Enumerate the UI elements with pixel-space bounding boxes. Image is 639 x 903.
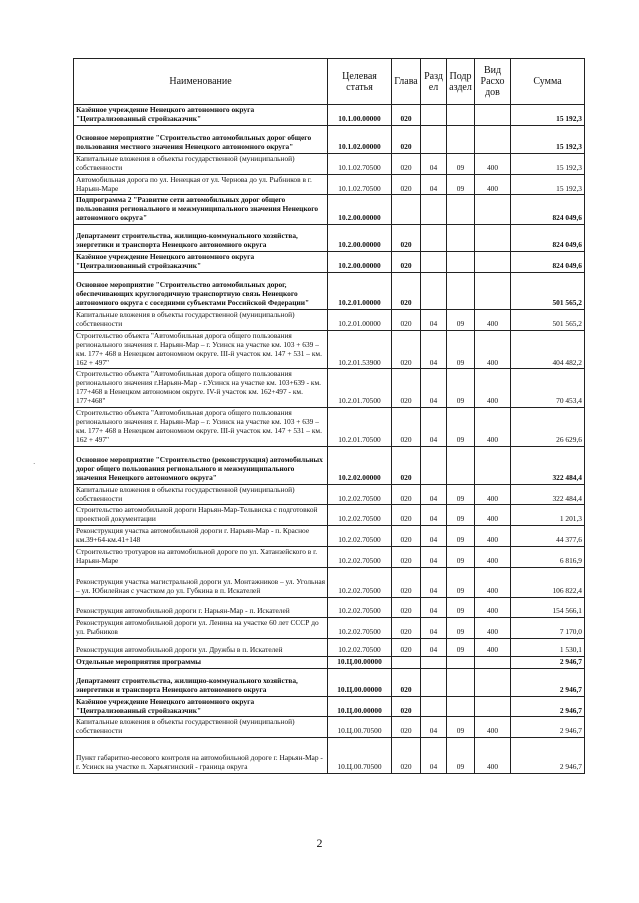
row-name-cell: Реконструкция участка магистральной дороги ул. Монтажников – ул. Угольная – ул. Юбилейная с участком до ул. Губкина в п. Искателей (74, 567, 328, 597)
row-type-cell: 400 (475, 526, 511, 547)
row-name-cell: Капитальные вложения в объекты государственной (муниципальной) собственности (74, 717, 328, 738)
row-chapter-cell: 020 (392, 309, 421, 330)
row-amount-cell: 501 565,2 (511, 309, 585, 330)
row-chapter-cell: 020 (392, 717, 421, 738)
row-chapter-cell: 020 (392, 505, 421, 526)
row-amount-cell: 106 822,4 (511, 567, 585, 597)
row-subsection-cell (447, 696, 475, 717)
row-chapter-cell: 020 (392, 174, 421, 195)
row-amount-cell: 824 049,6 (511, 225, 585, 252)
table-row (74, 225, 585, 252)
row-subsection-cell: 09 (447, 738, 475, 774)
row-name-cell: Казённое учреждение Ненецкого автономного округа "Централизованный стройзаказчик" (74, 105, 328, 126)
row-subsection-cell (447, 668, 475, 696)
row-subsection-cell: 09 (447, 638, 475, 656)
table-row (74, 505, 585, 526)
row-amount-cell: 7 170,0 (511, 617, 585, 638)
row-target-cell: 10.2.01.70500 (328, 408, 392, 447)
table-row (74, 717, 585, 738)
row-type-cell: 400 (475, 174, 511, 195)
table-row (74, 446, 585, 484)
row-target-cell: 10.Ц.00.70500 (328, 738, 392, 774)
row-section-cell: 04 (421, 505, 447, 526)
row-section-cell: 04 (421, 567, 447, 597)
row-section-cell: 04 (421, 547, 447, 568)
row-subsection-cell: 09 (447, 484, 475, 505)
row-subsection-cell: 09 (447, 153, 475, 174)
header-amount: Сумма (511, 59, 585, 105)
row-target-cell: 10.2.02.70500 (328, 484, 392, 505)
row-amount-cell: 70 453,4 (511, 369, 585, 408)
row-name-cell: Капитальные вложения в объекты государственной (муниципальной) собственности (74, 153, 328, 174)
row-target-cell: 10.2.00.00000 (328, 252, 392, 273)
row-type-cell: 400 (475, 638, 511, 656)
row-chapter-cell: 020 (392, 617, 421, 638)
row-name-cell: Строительство объекта "Автомобильная дорога общего пользования регионального значения г. Нарьян-Мар – г. Усинск на участке км. 103 + 639 – км. 177+ 468 в Ненецком автономном округе. III-й участок км. 147 + 531 – км. 162 + 497" (74, 330, 328, 369)
row-name-cell: Реконструкция участка автомобильной дороги г. Нарьян-Мар - п. Красное км.39+64-км.41+148 (74, 526, 328, 547)
row-type-cell (475, 696, 511, 717)
header-section: Разд ел (421, 59, 447, 105)
row-target-cell: 10.2.00.00000 (328, 195, 392, 225)
row-name-cell: Пункт габаритно-весового контроля на автомобильной дороге г. Нарьян-Мар - г. Усинск на участке п. Харьягинский - граница округа (74, 738, 328, 774)
row-section-cell: 04 (421, 717, 447, 738)
table-row (74, 125, 585, 153)
row-target-cell: 10.1.02.70500 (328, 153, 392, 174)
row-amount-cell: 824 049,6 (511, 195, 585, 225)
row-name-cell: Казённое учреждение Ненецкого автономного округа "Централизованный стройзаказчик" (74, 252, 328, 273)
row-subsection-cell (447, 125, 475, 153)
row-chapter-cell: 020 (392, 547, 421, 568)
row-name-cell: Основное мероприятие "Строительство автомобильных дорог общего пользования местного значения Ненецкого автономного округа" (74, 125, 328, 153)
row-chapter-cell: 020 (392, 408, 421, 447)
row-type-cell (475, 125, 511, 153)
row-amount-cell: 2 946,7 (511, 668, 585, 696)
row-type-cell (475, 105, 511, 126)
row-type-cell: 400 (475, 567, 511, 597)
row-chapter-cell: 020 (392, 567, 421, 597)
row-subsection-cell (447, 105, 475, 126)
row-amount-cell: 44 377,6 (511, 526, 585, 547)
row-subsection-cell: 09 (447, 330, 475, 369)
row-section-cell (421, 272, 447, 309)
row-chapter-cell: 020 (392, 738, 421, 774)
table-row (74, 272, 585, 309)
row-amount-cell: 6 816,9 (511, 547, 585, 568)
row-target-cell: 10.2.01.00000 (328, 309, 392, 330)
table-row (74, 369, 585, 408)
row-name-cell: Отдельные мероприятия программы (74, 656, 328, 668)
header-expense-type: Вид Расхо дов (475, 59, 511, 105)
row-type-cell (475, 225, 511, 252)
table-header-row (74, 59, 585, 105)
row-section-cell: 04 (421, 738, 447, 774)
row-chapter-cell: 020 (392, 696, 421, 717)
row-name-cell: Капитальные вложения в объекты государственной (муниципальной) собственности (74, 484, 328, 505)
row-subsection-cell: 09 (447, 408, 475, 447)
row-amount-cell: 2 946,7 (511, 738, 585, 774)
row-type-cell: 400 (475, 309, 511, 330)
row-subsection-cell: 09 (447, 174, 475, 195)
row-target-cell: 10.1.02.00000 (328, 125, 392, 153)
row-type-cell: 400 (475, 617, 511, 638)
row-type-cell: 400 (475, 547, 511, 568)
row-name-cell: Строительство тротуаров на автомобильной дороге по ул. Хатанзейского в г. Нарьян-Маре (74, 547, 328, 568)
row-chapter-cell (392, 195, 421, 225)
row-section-cell: 04 (421, 309, 447, 330)
table-row (74, 252, 585, 273)
row-target-cell: 10.2.02.70500 (328, 597, 392, 617)
row-chapter-cell: 020 (392, 252, 421, 273)
row-name-cell: Автомобильная дорога по ул. Ненецкая от ул. Чернова до ул. Рыбников в г. Нарьян-Маре (74, 174, 328, 195)
row-name-cell: Строительство объекта "Автомобильная дорога общего пользования регионального значения г. Нарьян-Мар – г. Усинск на участке км. 103 + 639 – км. 177+ 468 в Ненецком автономном округе. III-й участок км. 147 + 531 – км. 162 + 497" (74, 408, 328, 447)
table-row (74, 105, 585, 126)
row-type-cell: 400 (475, 408, 511, 447)
row-target-cell: 10.2.01.53900 (328, 330, 392, 369)
row-amount-cell: 154 566,1 (511, 597, 585, 617)
row-chapter-cell: 020 (392, 153, 421, 174)
row-chapter-cell: 020 (392, 272, 421, 309)
row-subsection-cell (447, 195, 475, 225)
row-section-cell: 04 (421, 638, 447, 656)
table-row (74, 668, 585, 696)
row-type-cell: 400 (475, 153, 511, 174)
row-section-cell (421, 225, 447, 252)
row-chapter-cell: 020 (392, 484, 421, 505)
row-section-cell: 04 (421, 408, 447, 447)
row-name-cell: Строительство объекта "Автомобильная дорога общего пользования регионального значения г.Нарьян-Мар - г.Усинск на участке км. 103+639 - км. 177+468 в Ненецком автономном округе. IV-й участок км. 162+497 - км. 177+468" (74, 369, 328, 408)
row-section-cell: 04 (421, 484, 447, 505)
table-row (74, 738, 585, 774)
row-chapter-cell: 020 (392, 369, 421, 408)
header-chapter: Глава (392, 59, 421, 105)
row-name-cell: Департамент строительства, жилищно-коммунального хозяйства, энергетики и транспорта Ненецкого автономного округа (74, 668, 328, 696)
row-amount-cell: 501 565,2 (511, 272, 585, 309)
table-row (74, 696, 585, 717)
row-section-cell (421, 105, 447, 126)
row-subsection-cell: 09 (447, 526, 475, 547)
row-chapter-cell: 020 (392, 668, 421, 696)
row-chapter-cell: 020 (392, 225, 421, 252)
row-target-cell: 10.2.02.70500 (328, 547, 392, 568)
row-subsection-cell: 09 (447, 567, 475, 597)
row-chapter-cell: 020 (392, 330, 421, 369)
budget-table (73, 58, 585, 774)
header-target: Целевая статья (328, 59, 392, 105)
row-section-cell: 04 (421, 369, 447, 408)
row-section-cell (421, 668, 447, 696)
row-amount-cell: 26 629,6 (511, 408, 585, 447)
row-section-cell: 04 (421, 330, 447, 369)
row-target-cell: 10.Ц.00.00000 (328, 668, 392, 696)
table-row (74, 567, 585, 597)
row-chapter-cell: 020 (392, 526, 421, 547)
row-section-cell (421, 696, 447, 717)
row-chapter-cell: 020 (392, 125, 421, 153)
row-type-cell: 400 (475, 505, 511, 526)
page-number: 2 (316, 836, 323, 850)
row-target-cell: 10.Ц.00.00000 (328, 656, 392, 668)
row-section-cell (421, 195, 447, 225)
table-row (74, 656, 585, 668)
row-target-cell: 10.2.02.70500 (328, 526, 392, 547)
row-target-cell: 10.2.02.70500 (328, 505, 392, 526)
row-chapter-cell: 020 (392, 597, 421, 617)
row-subsection-cell (447, 446, 475, 484)
row-type-cell: 400 (475, 738, 511, 774)
row-name-cell: Реконструкция автомобильной дороги ул. Ленина на участке 60 лет СССР до ул. Рыбников (74, 617, 328, 638)
row-amount-cell: 2 946,7 (511, 696, 585, 717)
row-target-cell: 10.Ц.00.70500 (328, 717, 392, 738)
row-subsection-cell: 09 (447, 309, 475, 330)
table-row (74, 526, 585, 547)
row-subsection-cell: 09 (447, 597, 475, 617)
row-amount-cell: 15 192,3 (511, 153, 585, 174)
row-section-cell (421, 125, 447, 153)
row-subsection-cell: 09 (447, 369, 475, 408)
row-subsection-cell: 09 (447, 505, 475, 526)
row-type-cell (475, 668, 511, 696)
row-chapter-cell: 020 (392, 105, 421, 126)
table-row (74, 484, 585, 505)
row-amount-cell: 15 192,3 (511, 174, 585, 195)
row-section-cell: 04 (421, 526, 447, 547)
row-amount-cell: 1 530,1 (511, 638, 585, 656)
row-section-cell (421, 446, 447, 484)
row-amount-cell: 15 192,3 (511, 105, 585, 126)
table-row (74, 408, 585, 447)
row-target-cell: 10.1.00.00000 (328, 105, 392, 126)
row-type-cell (475, 195, 511, 225)
row-type-cell (475, 272, 511, 309)
row-subsection-cell (447, 272, 475, 309)
row-type-cell (475, 252, 511, 273)
row-target-cell: 10.Ц.00.00000 (328, 696, 392, 717)
row-target-cell: 10.2.01.70500 (328, 369, 392, 408)
row-name-cell: Департамент строительства, жилищно-коммунального хозяйства, энергетики и транспорта Ненецкого автономного округа (74, 225, 328, 252)
table-row (74, 153, 585, 174)
row-section-cell (421, 656, 447, 668)
row-target-cell: 10.2.02.70500 (328, 567, 392, 597)
row-amount-cell: 824 049,6 (511, 252, 585, 273)
table-row (74, 330, 585, 369)
row-target-cell: 10.2.00.00000 (328, 225, 392, 252)
row-name-cell: Строительство автомобильной дороги Нарьян-Мар-Тельвиска с подготовкой проектной документации (74, 505, 328, 526)
row-target-cell: 10.1.02.70500 (328, 174, 392, 195)
row-type-cell: 400 (475, 330, 511, 369)
row-name-cell: Реконструкция автомобильной дороги ул. Дружбы в п. Искателей (74, 638, 328, 656)
row-target-cell: 10.2.01.00000 (328, 272, 392, 309)
row-section-cell: 04 (421, 597, 447, 617)
row-subsection-cell (447, 225, 475, 252)
row-chapter-cell: 020 (392, 638, 421, 656)
table-row (74, 547, 585, 568)
row-amount-cell: 2 946,7 (511, 717, 585, 738)
row-subsection-cell: 09 (447, 547, 475, 568)
row-amount-cell: 15 192,3 (511, 125, 585, 153)
row-type-cell: 400 (475, 484, 511, 505)
row-type-cell: 400 (475, 597, 511, 617)
row-type-cell (475, 446, 511, 484)
table-row (74, 195, 585, 225)
row-amount-cell: 1 201,3 (511, 505, 585, 526)
row-subsection-cell: 09 (447, 717, 475, 738)
header-name: Наименование (74, 59, 328, 105)
row-name-cell: Казённое учреждение Ненецкого автономного округа "Централизованный стройзаказчик" (74, 696, 328, 717)
table-row (74, 174, 585, 195)
row-section-cell (421, 252, 447, 273)
row-amount-cell: 2 946,7 (511, 656, 585, 668)
row-subsection-cell (447, 656, 475, 668)
row-section-cell: 04 (421, 153, 447, 174)
row-section-cell: 04 (421, 174, 447, 195)
row-amount-cell: 322 484,4 (511, 484, 585, 505)
table-body (74, 105, 585, 774)
row-target-cell: 10.2.02.70500 (328, 617, 392, 638)
table-row (74, 638, 585, 656)
stray-mark: · (33, 460, 36, 468)
row-subsection-cell (447, 252, 475, 273)
table-row (74, 617, 585, 638)
row-target-cell: 10.2.02.70500 (328, 638, 392, 656)
row-subsection-cell: 09 (447, 617, 475, 638)
table-row (74, 597, 585, 617)
row-section-cell: 04 (421, 617, 447, 638)
row-type-cell: 400 (475, 717, 511, 738)
row-type-cell: 400 (475, 369, 511, 408)
row-chapter-cell (392, 656, 421, 668)
row-name-cell: Капитальные вложения в объекты государственной (муниципальной) собственности (74, 309, 328, 330)
table-row (74, 309, 585, 330)
header-subsection: Подр аздел (447, 59, 475, 105)
row-name-cell: Реконструкция автомобильной дороги г. Нарьян-Мар - п. Искателей (74, 597, 328, 617)
row-chapter-cell: 020 (392, 446, 421, 484)
row-name-cell: Основное мероприятие "Строительство автомобильных дорог, обеспечивающих круглогодичную транспортную связь Ненецкого автономного округа с соседними субъектами Российской Федерации" (74, 272, 328, 309)
row-type-cell (475, 656, 511, 668)
row-amount-cell: 322 484,4 (511, 446, 585, 484)
row-name-cell: Основное мероприятие "Строительство (реконструкция) автомобильных дорог общего пользования регионального и межмуниципального значения Ненецкого автономного округа" (74, 446, 328, 484)
row-amount-cell: 404 482,2 (511, 330, 585, 369)
row-name-cell: Подпрограмма 2 "Развитие сети автомобильных дорог общего пользования регионального и межмуниципального значения Ненецкого автономного округа" (74, 195, 328, 225)
row-target-cell: 10.2.02.00000 (328, 446, 392, 484)
